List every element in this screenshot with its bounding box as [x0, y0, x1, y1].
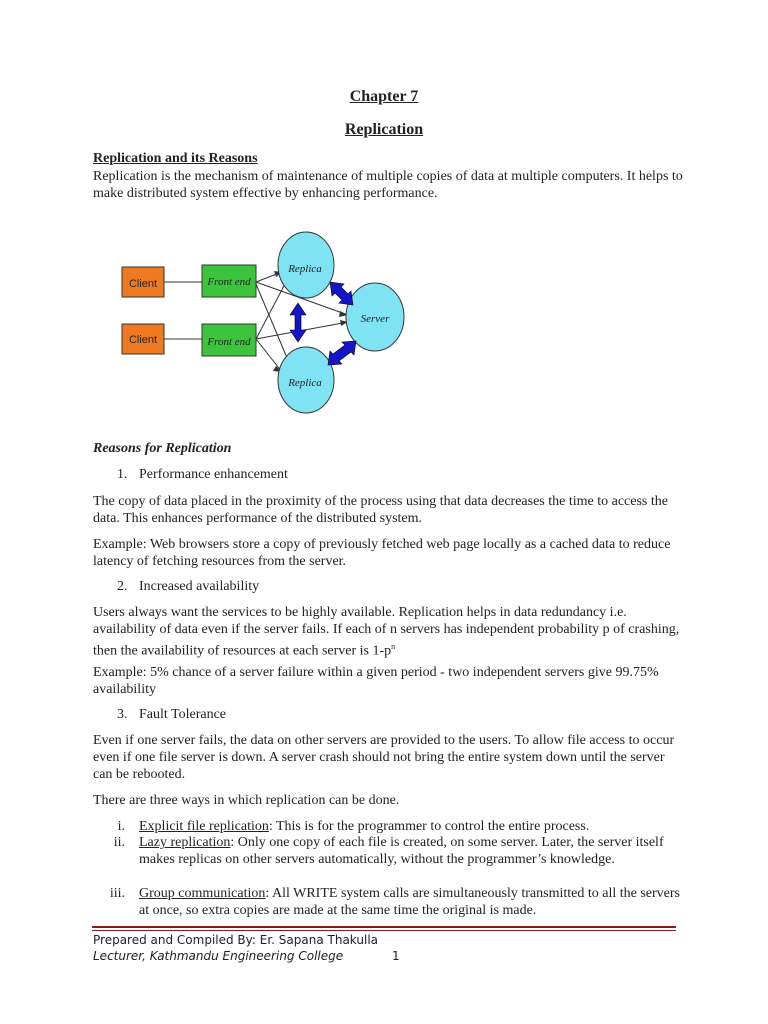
availability-example: Example: 5% chance of a server failure within a given period - two independent servers give 99.75% availability	[93, 665, 659, 697]
reason-item-3: 3. Fault Tolerance	[117, 707, 227, 722]
reason-item-2: 2. Increased availability	[117, 579, 260, 594]
reason-item-1: 1. Performance enhancement	[117, 467, 288, 482]
sync-arrow-replica-replica	[290, 303, 306, 342]
performance-example: Example: Web browsers store a copy of previously fetched web page locally as a cached data to reduce latency of fetching resources from the server.	[93, 537, 671, 569]
page-title: Replication	[344, 121, 424, 138]
page-number: 1	[392, 949, 400, 963]
replication-diagram	[110, 225, 410, 420]
frontend-label-bottom: Front end	[207, 336, 251, 348]
footer-divider	[92, 926, 676, 928]
section-heading: Replication and its Reasons	[93, 151, 258, 166]
frontend-label-top: Front end	[207, 276, 251, 288]
replica-label-top: Replica	[288, 263, 322, 275]
availability-paragraph: Users always want the services to be highly available. Replication helps in data redundancy i.e. availability of data even if the server fails. If each of n servers has independent probability p of crashing, then the availability of resources at each server is $1-p^n$	[93, 605, 680, 659]
client-label-bottom: Client	[128, 334, 158, 346]
client-label-top: Client	[128, 278, 158, 290]
footer-author: Prepared and Compiled By: Er. Sapana Thakulla	[93, 933, 379, 947]
document-page: Chapter 7 Replication Replication and its Reasons Replication is the mechanism of maintenance of multiple copies of data at multiple computers. It helps to make distributed system effective by enhancing performance. Client Client Front end Front end Replica Replica Server Reasons for Replication 1. Performance enhancement The copy of data placed in the proximity of the process using that data decreases the time to access the data. This enhances performance of the distributed system. Example: Web browsers store a copy of previously fetched web page locally as a cached data to reduce latency of fetching resources from the server. 2. Increased availability Users always want the services to be highly available. Replication helps in data redundancy i.e. availability of data even if the server fails. If each of n servers has independent probability p of crashing, then the availability of resources at each server is $1-p^n$ Example: 5% chance of a server failure within a given period - two independent servers give 99.75% availability 3. Fault Tolerance Even if one server fails, the data on other servers are provided to the users. To allow file access to occur even if one file server is down. A server crash should not bring the entire system down until the server can be rebooted. There are three ways in which replication can be done. i. Explicit file replication: This is for the programmer to control the entire process. ii. Lazy replication: Only one copy of each file is created, on some server. Later, the server itself makes replicas on other servers automatically, without the programmer’s knowledge. iii. Group communication: All WRITE system calls are simultaneously transmitted to all the servers at once, so extra copies are made at the same time the original is made. Prepared and Compiled By: Er. Sapana Thakulla Lecturer, Kathmandu Engineering College 1	[0, 0, 768, 1024]
sync-arrow-bottom-replica-server	[328, 341, 356, 365]
ways-intro: There are three ways in which replication can be done.	[93, 793, 400, 808]
chapter-heading: Chapter 7	[349, 88, 419, 105]
footer-affiliation: Lecturer, Kathmandu Engineering College	[93, 949, 344, 963]
performance-paragraph: The copy of data placed in the proximity of the process using that data decreases the time to access the data. This enhances performance of the distributed system.	[93, 494, 668, 526]
reasons-heading: Reasons for Replication	[93, 441, 232, 456]
intro-paragraph: Replication is the mechanism of maintenance of multiple copies of data at multiple computers. It helps to make distributed system effective by enhancing performance.	[93, 169, 683, 201]
fault-tolerance-paragraph: Even if one server fails, the data on other servers are provided to the users. To allow file access to occur even if one file server is down. A server crash should not bring the entire system down until the server can be rebooted.	[93, 733, 675, 782]
replica-label-bottom: Replica	[288, 377, 322, 389]
sync-arrow-top-replica-server	[330, 282, 353, 305]
server-label: Server	[360, 313, 390, 325]
footer-divider-thin	[92, 930, 676, 931]
